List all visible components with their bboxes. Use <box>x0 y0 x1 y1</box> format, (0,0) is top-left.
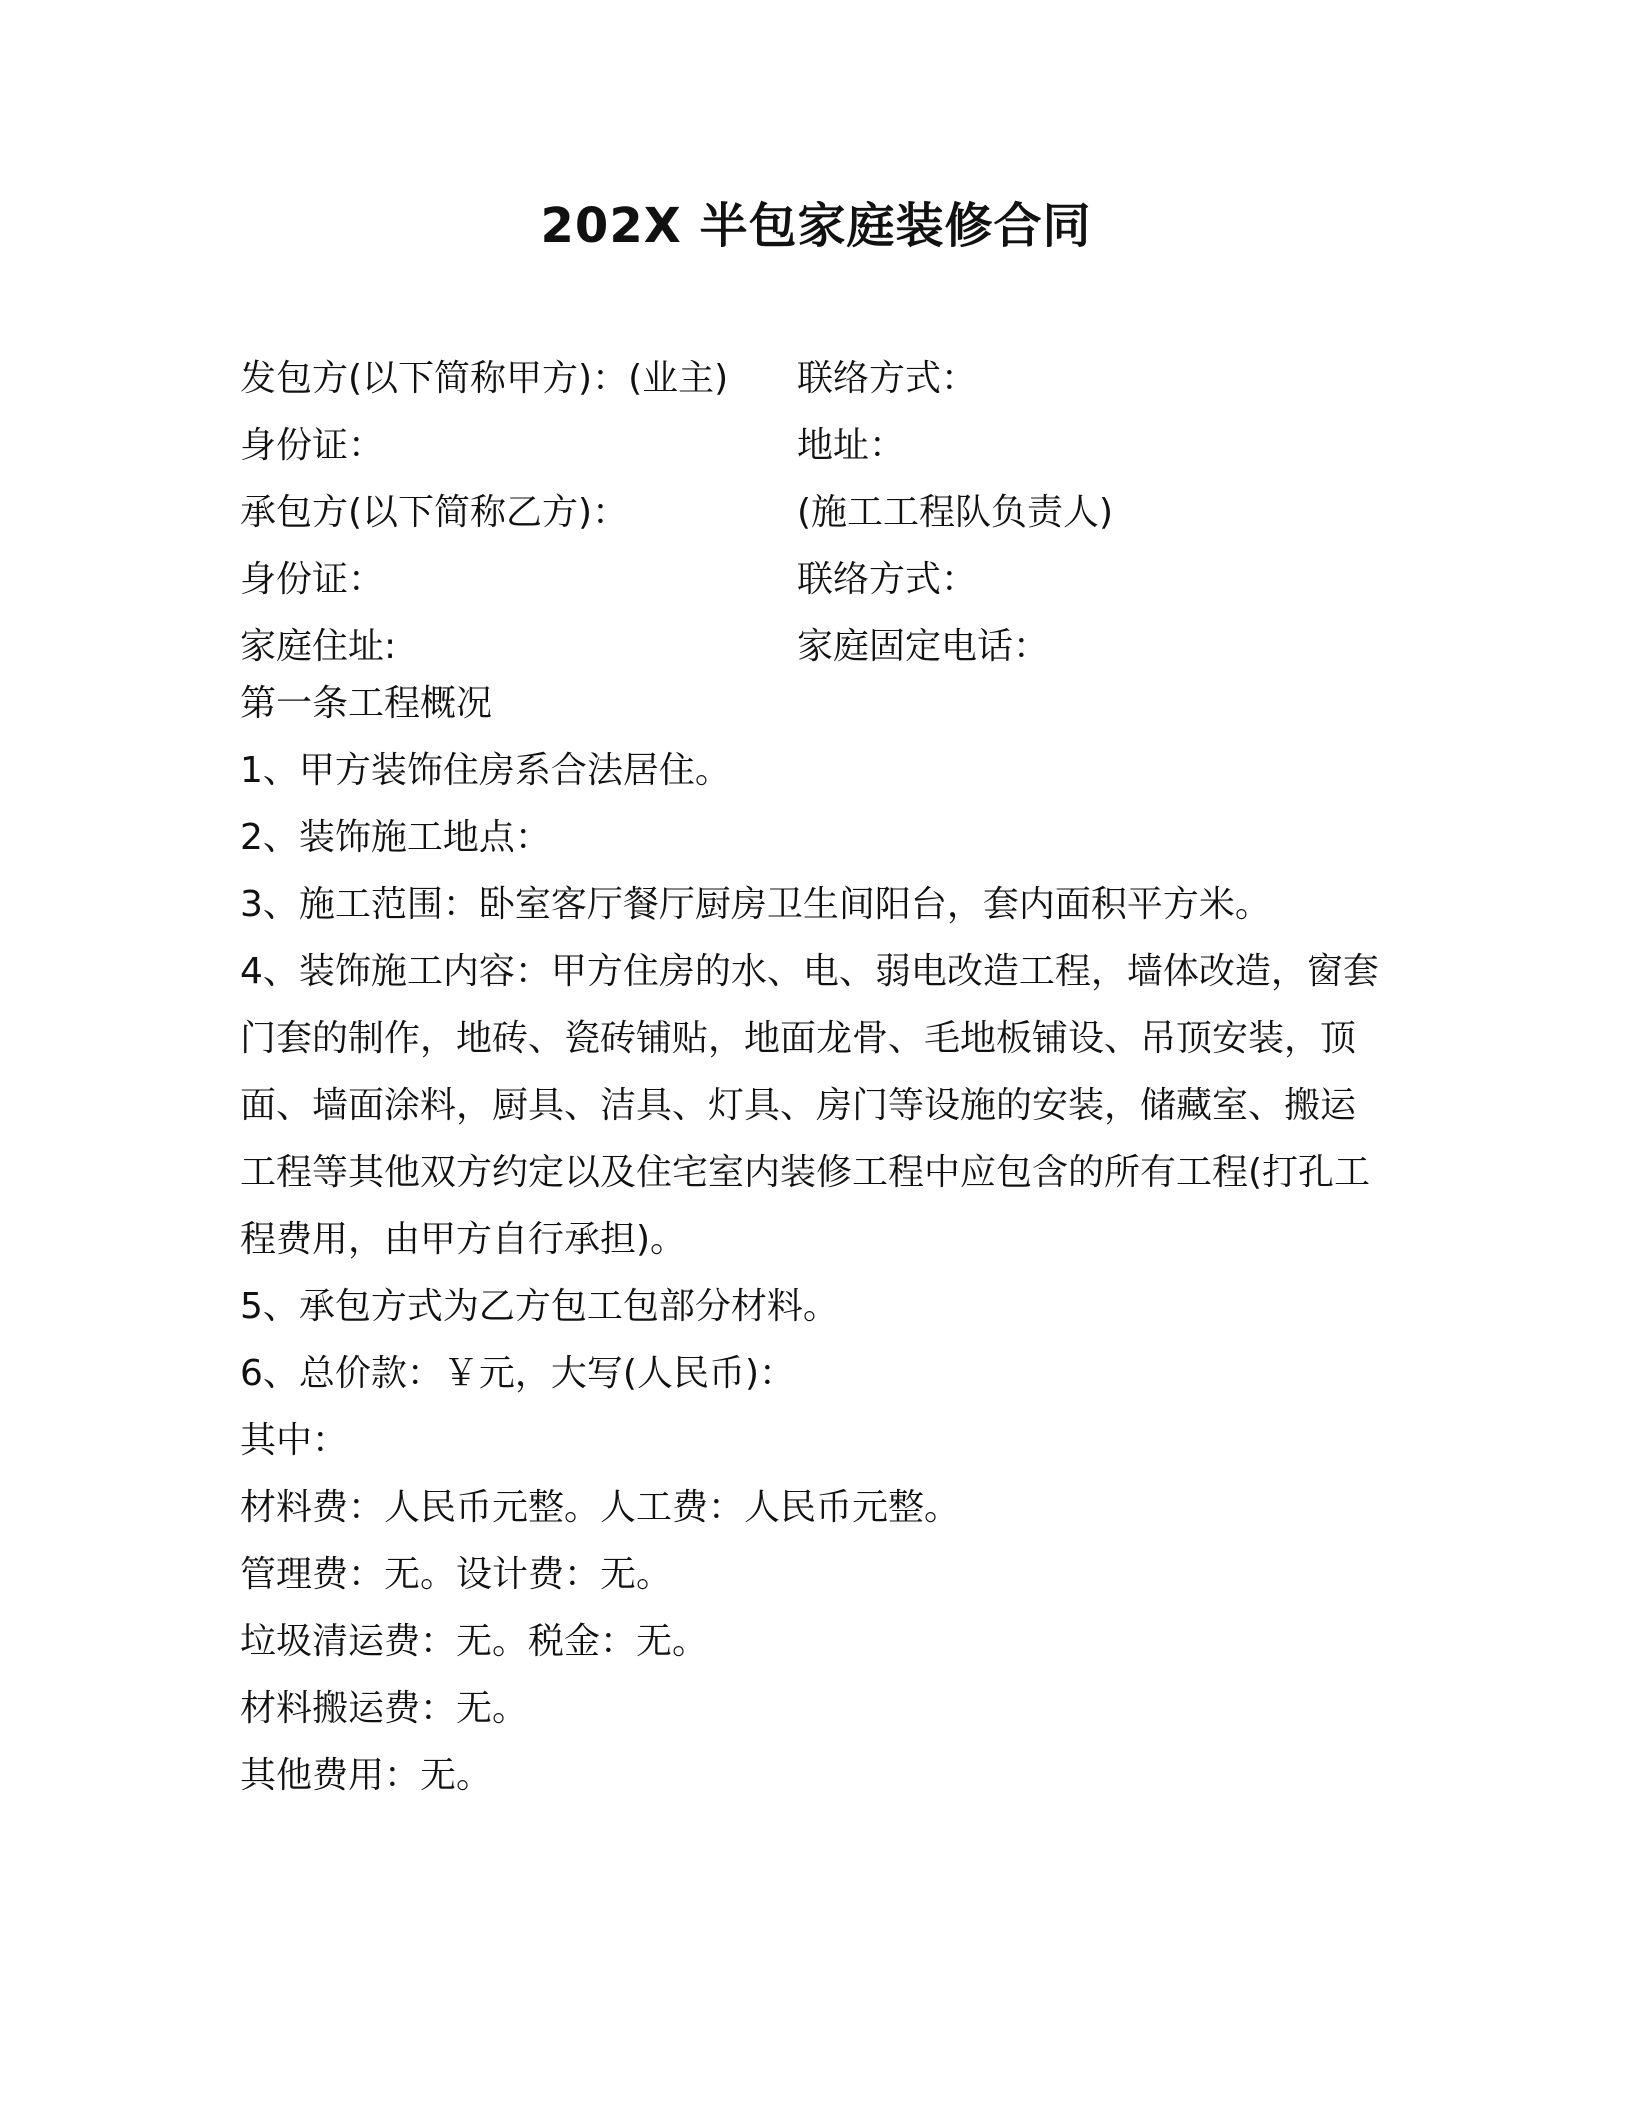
party-row <box>240 409 1390 476</box>
fee-line: 材料费：人民币元整。人工费：人民币元整。 <box>240 1487 961 1528</box>
fee-intro: 其中： <box>240 1420 349 1461</box>
article-item: 6、总价款：￥元，大写(人民币)： <box>240 1353 795 1394</box>
employer-address-label: 地址： <box>797 425 906 466</box>
article-item: 3、施工范围：卧室客厅餐厅厨房卫生间阳台，套内面积平方米。 <box>240 884 1271 925</box>
article-1-section <box>240 670 1390 1809</box>
article-item-paragraph: 4、装饰施工内容：甲方住房的水、电、弱电改造工程，墙体改造，窗套门套的制作，地砖、瓷砖铺贴，地面龙骨、毛地板铺设、吊顶安装，顶面、墙面涂料，厨具、洁具、灯具、房门等设施的安装，储藏室、搬运工程等其他双方约定以及住宅室内装修工程中应包含的所有工程(打孔工程费用，由甲方自行承担)。 <box>240 951 1379 1260</box>
contractor-id-label: 身份证： <box>240 559 385 600</box>
fee-line: 管理费：无。设计费：无。 <box>240 1554 673 1595</box>
fee-line: 材料搬运费：无。 <box>240 1688 529 1729</box>
article-item: 2、装饰施工地点： <box>240 817 551 858</box>
contractor-role-label: (施工工程队负责人) <box>797 492 1114 533</box>
party-row <box>240 476 1390 543</box>
contractor-contact-label: 联络方式： <box>797 559 978 600</box>
contractor-label: 承包方(以下简称乙方)： <box>240 492 629 533</box>
article-item: 1、甲方装饰住房系合法居住。 <box>240 750 731 791</box>
home-phone-label: 家庭固定电话： <box>797 626 1050 667</box>
home-address-label: 家庭住址: <box>240 626 397 667</box>
article-item: 5、承包方式为乙方包工包部分材料。 <box>240 1286 839 1327</box>
party-info-block <box>240 342 1390 677</box>
contract-title: 202X 半包家庭装修合同 <box>540 198 1092 254</box>
employer-id-label: 身份证： <box>240 425 385 466</box>
employer-label: 发包方(以下简称甲方)：(业主) <box>240 358 729 399</box>
party-row <box>240 610 1390 677</box>
employer-contact-label: 联络方式： <box>797 358 978 399</box>
article-heading: 第一条工程概况 <box>240 683 493 724</box>
party-row <box>240 342 1390 409</box>
fee-line: 其他费用：无。 <box>240 1755 493 1796</box>
party-row <box>240 543 1390 610</box>
fee-line: 垃圾清运费：无。税金：无。 <box>240 1621 709 1662</box>
